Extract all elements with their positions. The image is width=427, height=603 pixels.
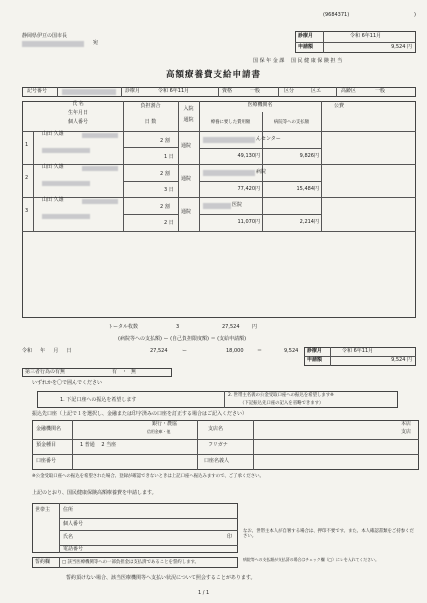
furigana-label: フリガナ — [208, 442, 228, 448]
header-personal-no: 個人番号 — [67, 119, 88, 125]
redacted-name — [82, 133, 118, 138]
row-days: 2 日 — [164, 220, 174, 226]
branch-label: 支店名 — [208, 426, 224, 432]
pledge-label: 誓約欄 — [35, 559, 51, 565]
redacted-kigo-number — [62, 89, 116, 95]
row-paid: 2,214円 — [299, 219, 319, 225]
choice-2-line2: （下記振込先口座の記入を省略できます） — [240, 401, 324, 406]
bank-intro: 振込先口座（上記で１を選択し、金融または印字済みの口座を訂正する場合はご記入ください） — [32, 411, 248, 417]
formula-minus: ー — [182, 348, 188, 354]
row-institution: 病院 — [256, 169, 267, 175]
redacted-city-name — [22, 41, 84, 47]
row-ratio: 2 割 — [160, 204, 170, 210]
application-statement: 上記のとおり、国民健康保険高額療養費を申請します。 — [32, 490, 157, 496]
redacted-institution — [203, 137, 255, 143]
header-burden: 負担割合 — [140, 103, 161, 109]
row-paid: 9,826円 — [299, 153, 319, 159]
choice-intro: いずれかを〇で囲んでください — [32, 380, 103, 386]
formula-v2: 18,000 — [226, 348, 244, 354]
personal-no-label: 個人番号 — [63, 521, 84, 527]
redacted-personal-no — [42, 214, 90, 219]
redacted-institution — [203, 170, 255, 176]
formula-equals: ＝ — [257, 348, 263, 354]
header-outpatient: 通院 — [183, 117, 194, 123]
redacted-personal-no — [42, 148, 90, 153]
info-month-label: 診療月 — [125, 88, 141, 94]
formula-month-label: 診療月 — [307, 348, 323, 354]
bank-types: 銀行・農協 — [152, 421, 178, 427]
deposit-options[interactable]: 1 普通 2 当座 — [80, 442, 117, 448]
page-indicator: 1 / 1 — [198, 590, 210, 596]
applicant-note: なお、世帯主本人が自署する場合は、押印不要です。また、本人確認書類をご持参ください。 — [243, 529, 414, 540]
third-party-no[interactable]: 無 — [131, 369, 137, 375]
recipient-line2: 宛 — [93, 40, 99, 46]
header-inpatient: 入院 — [183, 106, 194, 112]
third-party-label: 第三者行為の有無 — [25, 369, 66, 375]
qualification-value: 一般 — [250, 88, 261, 94]
row-kind: 通院 — [181, 143, 192, 149]
form-title: 高額療養費支給申請書 — [165, 70, 261, 80]
row-kind: 通院 — [181, 209, 192, 215]
row-cost: 11,070円 — [237, 219, 260, 225]
third-party-sep: ・ — [122, 369, 128, 375]
total-unit: 円 — [252, 324, 258, 330]
choice-1[interactable]: 1. 下記口座への振込を希望します — [60, 397, 137, 403]
choice-2-line1[interactable]: 2. 世帯主名義の公金受取口座への振込を希望します※ — [228, 393, 334, 398]
phone-label: 電話番号 — [63, 546, 84, 552]
header-public-expense: 公費 — [334, 103, 345, 109]
row-days: 1 日 — [164, 154, 174, 160]
formula-v3: 9,524 — [284, 348, 299, 354]
redacted-institution — [203, 203, 231, 209]
formula-amount-label: 申請額 — [307, 357, 323, 363]
row-kind: 通院 — [181, 176, 192, 182]
row-cost: 77,420円 — [237, 186, 260, 192]
info-month-value: 令和 6年11月 — [158, 88, 190, 94]
row-institution: んセンター — [256, 136, 281, 142]
document-number-paren: ) — [414, 12, 416, 18]
category-value: 区エ — [311, 88, 322, 94]
redacted-name — [82, 166, 118, 171]
qualification-label: 資格 — [222, 88, 233, 94]
branch-office: 支店 — [401, 429, 412, 435]
redacted-personal-no — [42, 181, 90, 186]
category-label: 区分 — [284, 88, 295, 94]
address-label: 住所 — [63, 507, 74, 513]
row-cost: 49,130円 — [237, 153, 260, 159]
row-institution: 医院 — [232, 202, 243, 208]
head-label: 世帯主 — [35, 507, 51, 513]
redacted-name — [82, 199, 118, 204]
recipient-line1: 静岡県伊豆の国市長 — [22, 33, 68, 39]
row-name: 山田 久雄 — [42, 164, 64, 170]
formula-v1: 27,524 — [150, 348, 168, 354]
row-number: 1 — [25, 142, 29, 148]
row-number: 2 — [25, 175, 29, 181]
kigo-label: 記号番号 — [27, 88, 48, 94]
footer-note: 誓約頂けない場合、該当医療機関等へ支払い状況について照会することがあります。 — [66, 575, 256, 581]
pledge-note: 病院等への支払額が支払済の場合はチェック欄（□）にレを入れてください。 — [243, 557, 379, 562]
total-label: トータル枚数 — [108, 324, 139, 330]
total-amount: 27,524 — [222, 324, 240, 330]
row-name: 山田 久雄 — [42, 197, 64, 203]
total-count: 3 — [176, 324, 180, 330]
elderly-label: 高齢区 — [341, 88, 357, 94]
seal-mark: 印 — [227, 534, 233, 540]
document-number: (9684371) — [323, 12, 350, 18]
deposit-label: 預金種目 — [36, 442, 57, 448]
row-ratio: 2 割 — [160, 138, 170, 144]
row-name: 山田 久雄 — [42, 131, 64, 137]
name-label: 氏名 — [63, 534, 74, 540]
header-month-label: 診療月 — [298, 33, 314, 39]
header-birth: 生年月日 — [67, 110, 88, 116]
account-label: 口座番号 — [36, 458, 57, 464]
header-name: 氏 名 — [72, 101, 84, 107]
header-days: 日 数 — [144, 119, 157, 125]
row-paid: 15,484円 — [296, 186, 319, 192]
header-paid: 病院等への支払額 — [273, 120, 310, 125]
header-institution: 医療機関名 — [247, 102, 273, 108]
holder-label: 口座名義人 — [204, 458, 230, 464]
elderly-value: 一般 — [375, 88, 386, 94]
header-month-value: 令和 6年11月 — [350, 33, 382, 39]
row-number: 3 — [25, 208, 29, 214]
formula-date: 令和 年 月 日 — [22, 348, 72, 354]
row-ratio: 2 割 — [160, 171, 170, 177]
formula-month-value: 令和 6年11月 — [342, 348, 374, 354]
row-days: 3 日 — [164, 187, 174, 193]
department-line: 国 保 年 金 課 国 民 健 康 保 険 担 当 — [253, 58, 343, 64]
formula-label: (病院等への支払額) ー (自己負担限度額) ＝ (支給申請額) — [118, 336, 247, 342]
header-amount-label: 申請額 — [298, 44, 314, 50]
bank-types2: 信用金庫・他 — [147, 429, 171, 434]
head-office: 本店 — [401, 421, 412, 427]
header-cost: 療養に要した費用額 — [210, 120, 251, 125]
header-amount-value: 9,524 円 — [391, 44, 412, 50]
pledge-checkbox[interactable]: □ 該当医療機関等への一部負担金は支払済であることを誓約します。 — [62, 560, 199, 565]
third-party-yes[interactable]: 有 — [112, 369, 118, 375]
formula-amount-value: 9,524 円 — [391, 357, 412, 363]
bank-institution-label: 金融機関名 — [36, 426, 62, 432]
public-account-note: ※公金受取口座への振込を希望された場合、登録が確認できないときは上記口座へ振込みますので、ご了承ください。 — [32, 474, 264, 479]
